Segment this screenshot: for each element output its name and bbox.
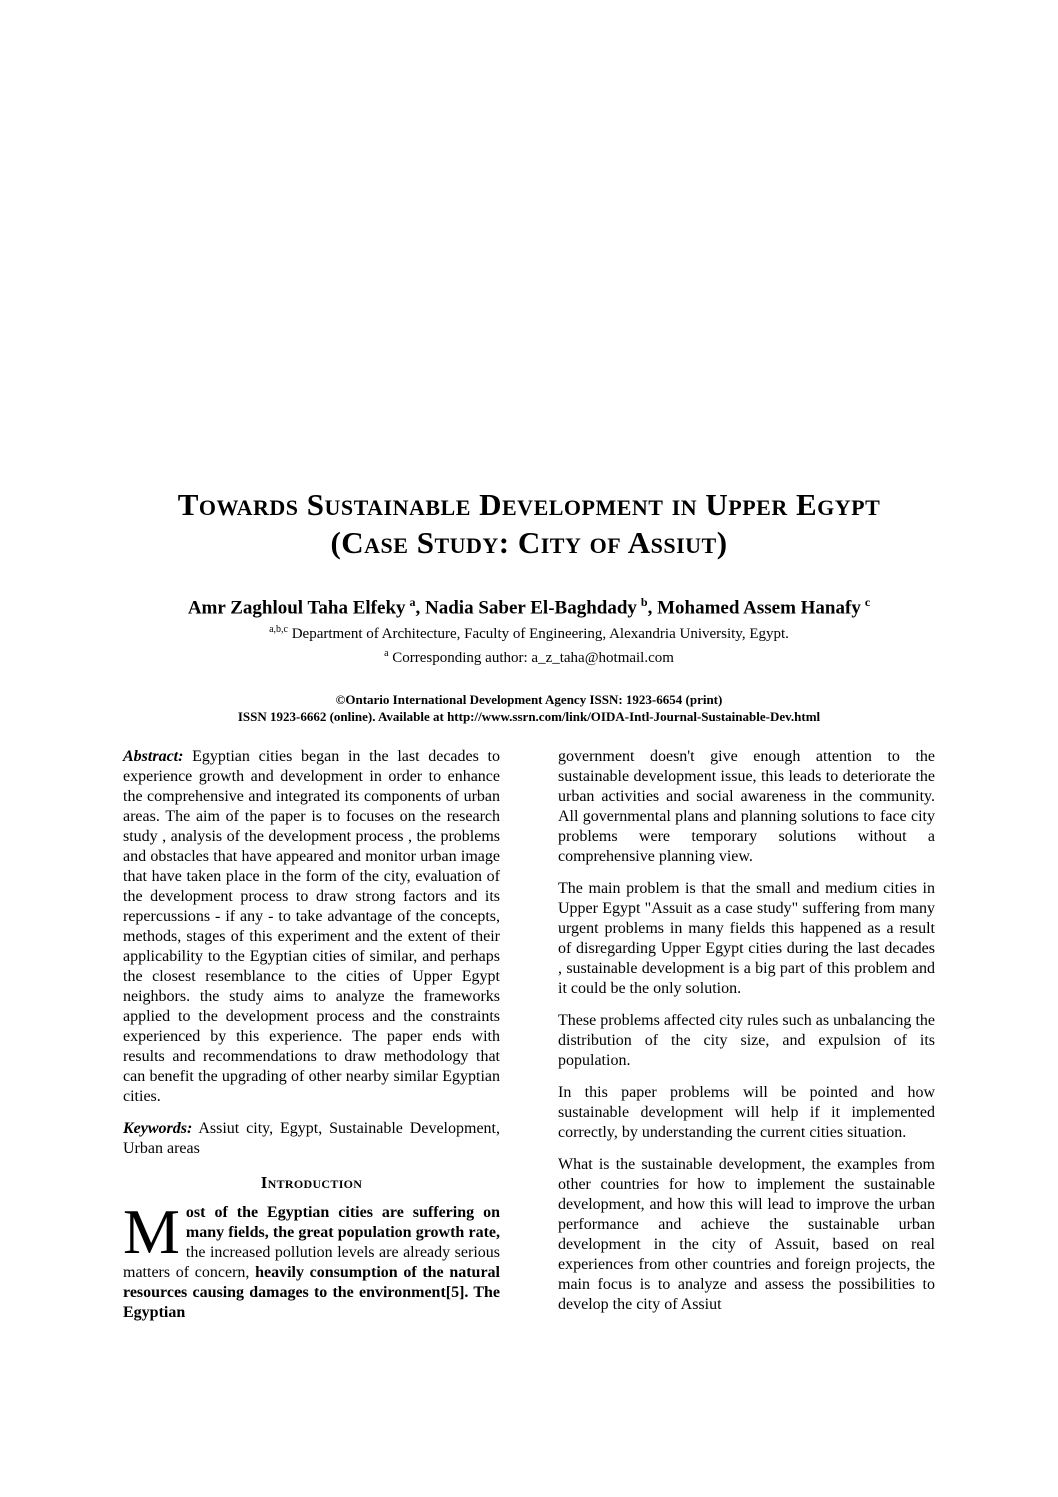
- author-sup-3: c: [864, 595, 871, 609]
- keywords-text: Assiut city, Egypt, Sustainable Development, Urban areas: [123, 1120, 500, 1158]
- paper-title-line1: Towards Sustainable Development in Upper Egypt: [177, 487, 881, 522]
- body-paragraph-3: These problems affected city rules such as unbalancing the distribution of the city size, and expulsion of its population.: [558, 1012, 935, 1070]
- abstract-text: Egyptian cities began in the last decades to experience growth and development in order to enhance the comprehensive and integrated its components of urban areas. The aim of the paper is to focuses on the research study , analysis of the development process , the problems and obstacles that have appeared and monitor urban image that have taken place in the form of the city, evaluation of the development process to draw strong factors and its repercussions - if any - to take advantage of the concepts, methods, stages of this experiment and the extent of their applicability to the Egyptian cities of similar, and perhaps the closest resemblance to the cities of Upper Egypt neighbors. the study aims to analyze the frameworks applied to the development process and the constraints experienced by this experience. The paper ends with results and recommendations to draw methodology that can benefit the upgrading of other nearby similar Egyptian cities.: [123, 748, 500, 1106]
- publisher-block: [123, 691, 935, 725]
- corresponding-author-line: [123, 644, 935, 668]
- drop-cap: M: [123, 1196, 180, 1268]
- intro-segment-bold-2: heavily consumption of the natural resources causing damages to the environment[5]. The Egyptian: [123, 1264, 500, 1322]
- introduction-paragraph: [123, 1196, 500, 1323]
- keywords-paragraph: [123, 1119, 500, 1159]
- publisher-line1: ©Ontario International Development Agency ISSN: 1923-6654 (print): [335, 692, 723, 708]
- body-paragraph-5: What is the sustainable development, the examples from other countries for how to implement the sustainable development, and how this will lead to improve the urban performance and achieve the sustainable urban development in the city of Assuit, based on real experiences from other countries and foreign projects, the main focus is to analyze and assess the possibilities to develop the city of Assiut: [558, 1156, 935, 1314]
- author-separator-1: ,: [415, 597, 426, 619]
- abstract-label: Abstract:: [123, 748, 184, 766]
- author-name-1: Amr Zaghloul Taha Elfeky: [187, 597, 406, 619]
- right-column: [558, 747, 935, 1335]
- affiliation-line: [123, 620, 935, 644]
- body-paragraph-2: The main problem is that the small and medium cities in Upper Egypt "Assuit as a case study" suffering from many urgent problems in many fields this happened as a result of disregarding Upper Egypt cities during the last decades , sustainable development is a big part of this problem and it could be the only solution.: [558, 880, 935, 998]
- affiliation-text: Department of Architecture, Faculty of Engineering, Alexandria University, Egypt.: [287, 626, 789, 643]
- publisher-line2: ISSN 1923-6662 (online). Available at http://www.ssrn.com/link/OIDA-Intl-Journal-Sustainable-Dev.html: [237, 709, 821, 725]
- author-separator-2: ,: [647, 597, 658, 619]
- body-paragraph-4: In this paper problems will be pointed and how sustainable development will help if it implemented correctly, by understanding the current cities situation.: [558, 1084, 935, 1142]
- paper-content: [123, 486, 935, 1335]
- intro-segment-bold-1: ost of the Egyptian cities are suffering on many fields, the great population growth rate,: [185, 1204, 500, 1242]
- corresponding-text: Corresponding author: a_z_taha@hotmail.com: [388, 650, 674, 667]
- intro-segment-regular: the increased pollution levels are already serious matters of concern,: [123, 1244, 500, 1282]
- two-column-body: [123, 747, 935, 1335]
- corresponding-sup: a: [384, 648, 389, 660]
- abstract-paragraph: [123, 747, 500, 1107]
- left-column: [123, 747, 500, 1335]
- paper-title-line2: (Case Study: City of Assiut): [330, 525, 728, 560]
- body-paragraph-1: government doesn't give enough attention to the sustainable development issue, this leads to deteriorate the urban activities and social awareness in the community. All governmental plans and planning solutions to face city problems were temporary solutions without a comprehensive planning view.: [558, 748, 935, 866]
- author-sup-1: a: [409, 595, 416, 609]
- authors-line: [123, 590, 935, 620]
- paper-title: [123, 486, 935, 562]
- author-sup-2: b: [640, 595, 648, 609]
- keywords-label: Keywords:: [123, 1120, 193, 1138]
- introduction-heading: Introduction: [260, 1173, 363, 1193]
- author-name-2: Nadia Saber El-Baghdady: [425, 597, 637, 619]
- affiliation-sup: a,b,c: [269, 624, 288, 636]
- author-name-3: Mohamed Assem Hanafy: [657, 597, 861, 619]
